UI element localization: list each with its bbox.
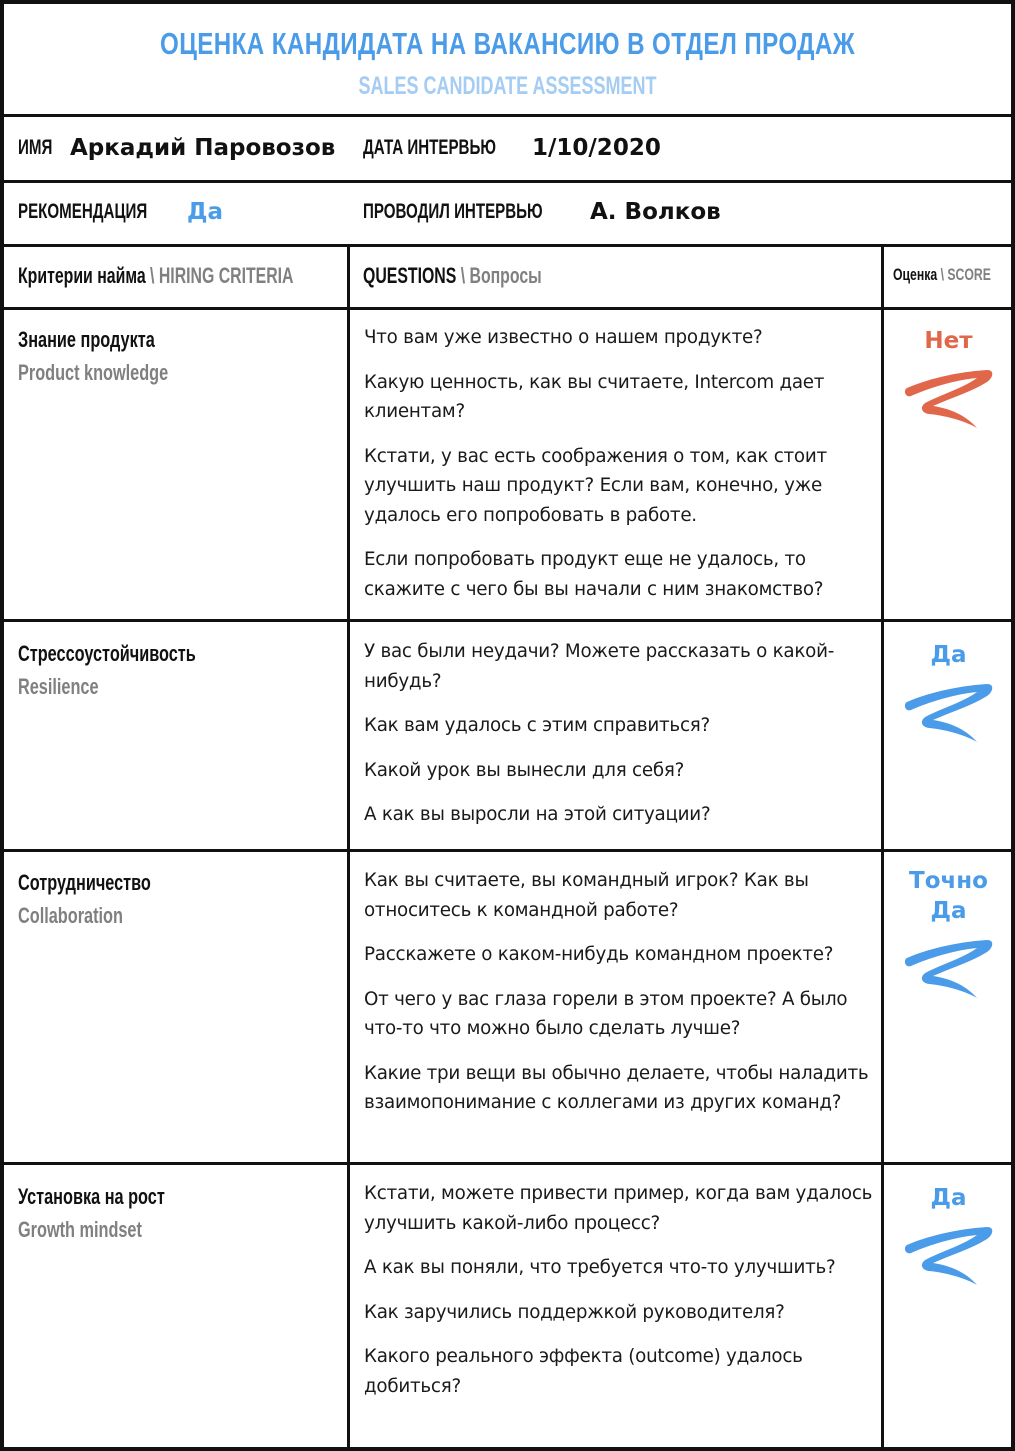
questions-list (364, 1179, 876, 1416)
criterion-ru: Установка на рост (18, 1184, 165, 1209)
question-item: Какого реального эффекта (outcome) удалось добиться? (364, 1346, 803, 1397)
recommendation-value: Да (187, 199, 224, 225)
question-item: Какую ценность, как вы считаете, Intercom дает клиентам? (364, 371, 825, 422)
criterion-ru: Сотрудничество (18, 870, 151, 895)
column-divider (347, 244, 350, 1451)
divider (0, 849, 1015, 852)
header-separator: \ (456, 263, 470, 288)
question-item: Расскажете о каком-нибудь командном проекте? (364, 944, 834, 965)
divider (0, 180, 1015, 183)
questions-list (364, 637, 876, 845)
criterion-en: Growth mindset (18, 1217, 142, 1242)
checkmark-scribble-icon (903, 1221, 995, 1293)
header-score-en: SCORE (947, 265, 991, 284)
question-item: Как вы считаете, вы командный игрок? Как вы относитесь к командной работе? (364, 870, 809, 921)
criterion-en: Collaboration (18, 903, 123, 928)
criterion-resilience (18, 639, 338, 702)
candidate-name: Аркадий Паровозов (70, 135, 336, 161)
header-separator: \ (145, 263, 159, 288)
page-subtitle: SALES CANDIDATE ASSESSMENT (358, 72, 657, 100)
score-label: Да (930, 1185, 967, 1211)
question-item: Что вам уже известно о нашем продукте? (364, 327, 763, 348)
page-title: ОЦЕНКА КАНДИДАТА НА ВАКАНСИЮ В ОТДЕЛ ПРОДАЖ (160, 26, 855, 61)
question-item: Как заручились поддержкой руководителя? (364, 1301, 785, 1323)
recommendation-label: РЕКОМЕНДАЦИЯ (18, 200, 148, 223)
score-label-line2: Да (930, 898, 967, 924)
question-item: Какой урок вы вынесли для себя? (364, 759, 685, 781)
criterion-ru: Стрессоустойчивость (18, 641, 196, 666)
header-separator: \ (937, 265, 948, 284)
header-criteria-en: HIRING CRITERIA (158, 263, 294, 288)
criterion-growth-mindset (18, 1182, 338, 1245)
divider (0, 1162, 1015, 1165)
question-item: Кстати, у вас есть соображения о том, как стоит улучшить наш продукт? Если вам, конечно, уже удалось его попробовать в работе. (364, 445, 827, 526)
score-cell (886, 326, 1011, 436)
header-questions (363, 263, 542, 289)
interview-date: 1/10/2020 (532, 135, 661, 161)
header-questions-en: QUESTIONS (363, 263, 457, 288)
header-questions-ru: Вопросы (469, 263, 542, 288)
score-label: Точно (909, 868, 988, 894)
divider (0, 244, 1015, 247)
interviewer-name: А. Волков (590, 199, 721, 225)
checkmark-scribble-icon (903, 934, 995, 1006)
question-item: Если попробовать продукт еще не удалось, то скажите с чего бы вы начали с ним знакомство? (364, 549, 824, 600)
questions-list (364, 866, 876, 1133)
checkmark-scribble-icon (903, 678, 995, 750)
divider (0, 619, 1015, 622)
score-cell (886, 866, 1011, 1006)
header-score-ru: Оценка (893, 265, 938, 284)
column-divider (881, 244, 884, 1451)
score-cell (886, 1183, 1011, 1293)
question-item: От чего у вас глаза горели в этом проекте? А было что-то что можно было сделать лучше? (364, 988, 848, 1039)
question-item: Как вам удалось с этим справиться? (364, 715, 710, 736)
question-item: Кстати, можете привести пример, когда вам удалось улучшить какой-либо процесс? (364, 1183, 873, 1234)
question-item: А как вы поняли, что требуется что-то улучшить? (364, 1257, 836, 1278)
divider (0, 307, 1015, 310)
header-hiring-criteria (18, 263, 293, 289)
header-score (893, 265, 991, 285)
score-label: Да (930, 642, 967, 668)
header-criteria-ru: Критерии найма (18, 263, 146, 288)
name-label: ИМЯ (18, 136, 53, 159)
interviewer-label: ПРОВОДИЛ ИНТЕРВЬЮ (363, 200, 543, 223)
criterion-ru: Знание продукта (18, 327, 155, 352)
question-item: У вас были неудачи? Можете рассказать о какой-нибудь? (364, 641, 835, 692)
criterion-en: Product knowledge (18, 360, 169, 385)
divider (0, 114, 1015, 117)
criterion-en: Resilience (18, 674, 99, 699)
criterion-collaboration (18, 868, 338, 931)
question-item: А как вы выросли на этой ситуации? (364, 804, 711, 825)
questions-list (364, 323, 876, 619)
interview-date-label: ДАТА ИНТЕРВЬЮ (363, 136, 496, 159)
checkmark-scribble-icon (903, 364, 995, 436)
question-item: Какие три вещи вы обычно делаете, чтобы наладить взаимопонимание с коллегами из других команд? (364, 1062, 869, 1113)
criterion-product-knowledge (18, 325, 338, 388)
score-cell (886, 640, 1011, 750)
title-block (4, 4, 1011, 114)
score-label: Нет (924, 328, 973, 354)
